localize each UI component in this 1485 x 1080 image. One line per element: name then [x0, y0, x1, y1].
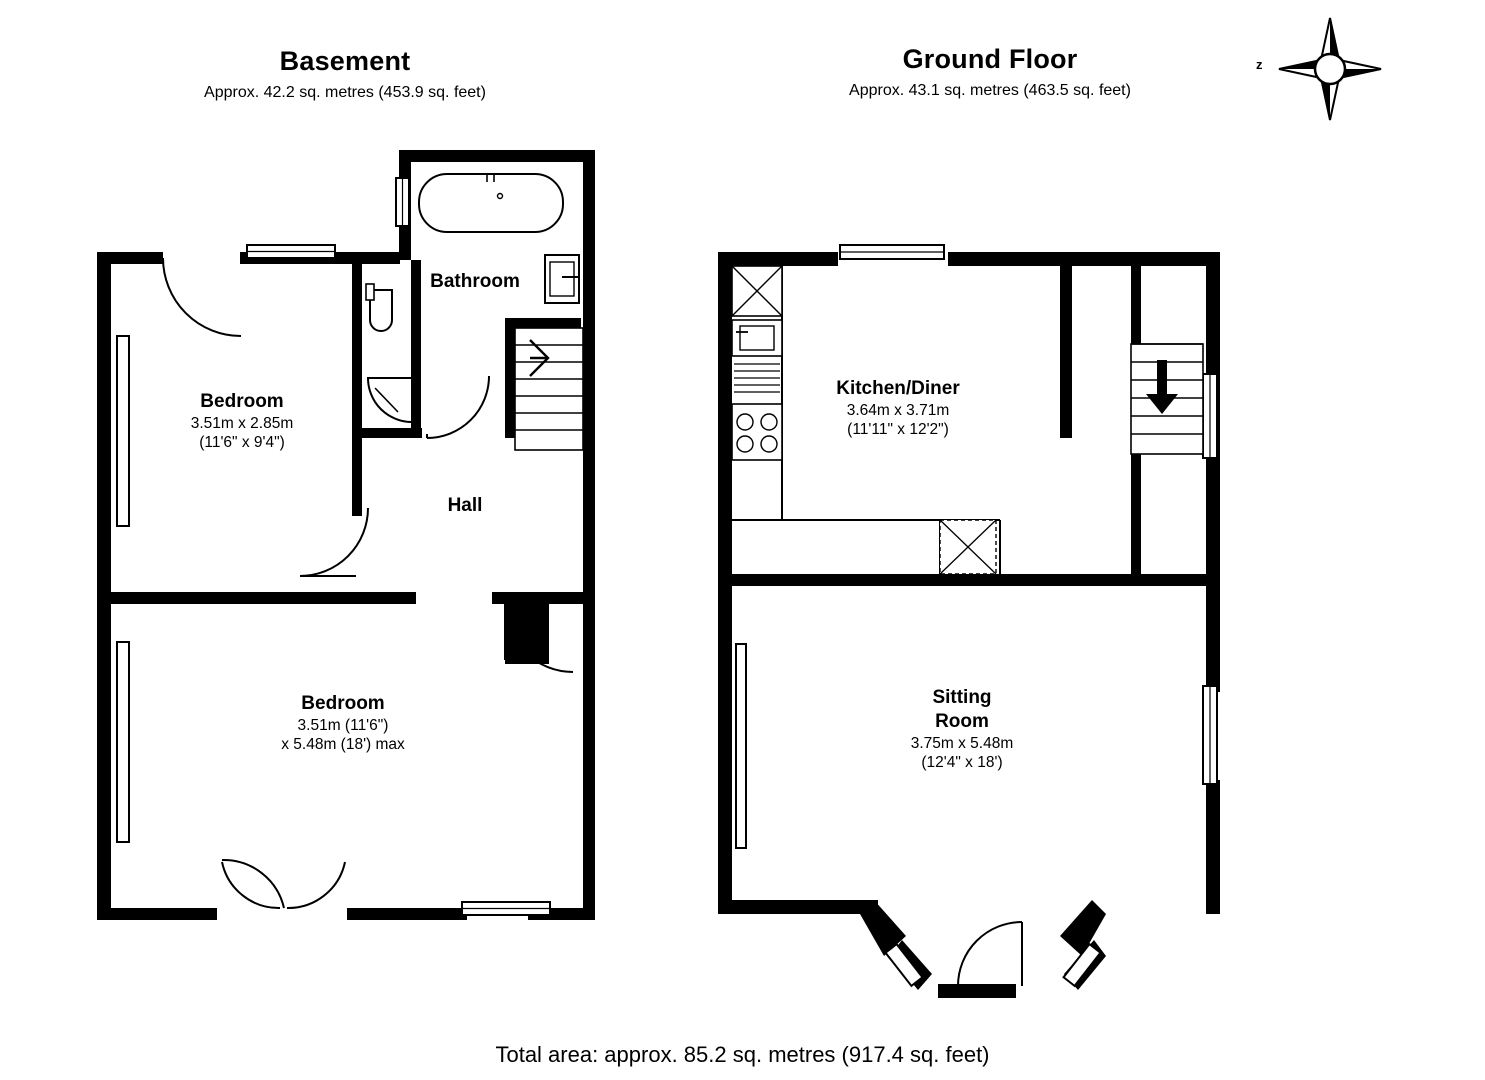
room-name: Sitting — [932, 687, 992, 708]
compass-rose — [1279, 18, 1381, 120]
room-dimension-imperial: (12'4" x 18') — [921, 753, 1003, 771]
basement-windows — [117, 178, 550, 915]
ground-floor-subtitle: Approx. 43.1 sq. metres (463.5 sq. feet) — [849, 82, 1131, 99]
basement-subtitle: Approx. 42.2 sq. metres (453.9 sq. feet) — [204, 84, 486, 101]
ground-floor-staircase — [1131, 344, 1203, 454]
room-name: Bedroom — [301, 693, 385, 714]
room-dimension-imperial: (11'11" x 12'2") — [847, 421, 949, 439]
room-dimension-metric: 3.75m x 5.48m — [910, 734, 1014, 752]
compass-label: z — [1256, 57, 1263, 72]
room-dimension-imperial: x 5.48m (18') max — [281, 736, 405, 754]
ground-floor-doors — [958, 922, 1022, 986]
room-dimension-imperial: (11'6" x 9'4") — [199, 434, 285, 452]
room-name: Bathroom — [430, 271, 520, 292]
room-dimension-metric: 3.51m (11'6") — [297, 716, 389, 734]
room-name: Kitchen/Diner — [836, 378, 960, 399]
total-area-label: Total area: approx. 85.2 sq. metres (917.4 sq. feet) — [495, 1042, 990, 1067]
ground-floor-title: Ground Floor — [902, 44, 1078, 74]
room-name-line2: Room — [935, 710, 989, 732]
ground-floor-plan — [718, 245, 1220, 998]
room-dimension-metric: 3.51m x 2.85m — [190, 414, 294, 432]
basement-plan — [97, 150, 595, 920]
basement-title: Basement — [279, 46, 411, 76]
room-dimension-metric: 3.64m x 3.71m — [846, 401, 950, 419]
kitchen-fixtures — [732, 266, 996, 574]
room-name: Bedroom — [200, 391, 284, 412]
basement-staircase — [515, 328, 583, 450]
room-name: Hall — [447, 495, 483, 516]
